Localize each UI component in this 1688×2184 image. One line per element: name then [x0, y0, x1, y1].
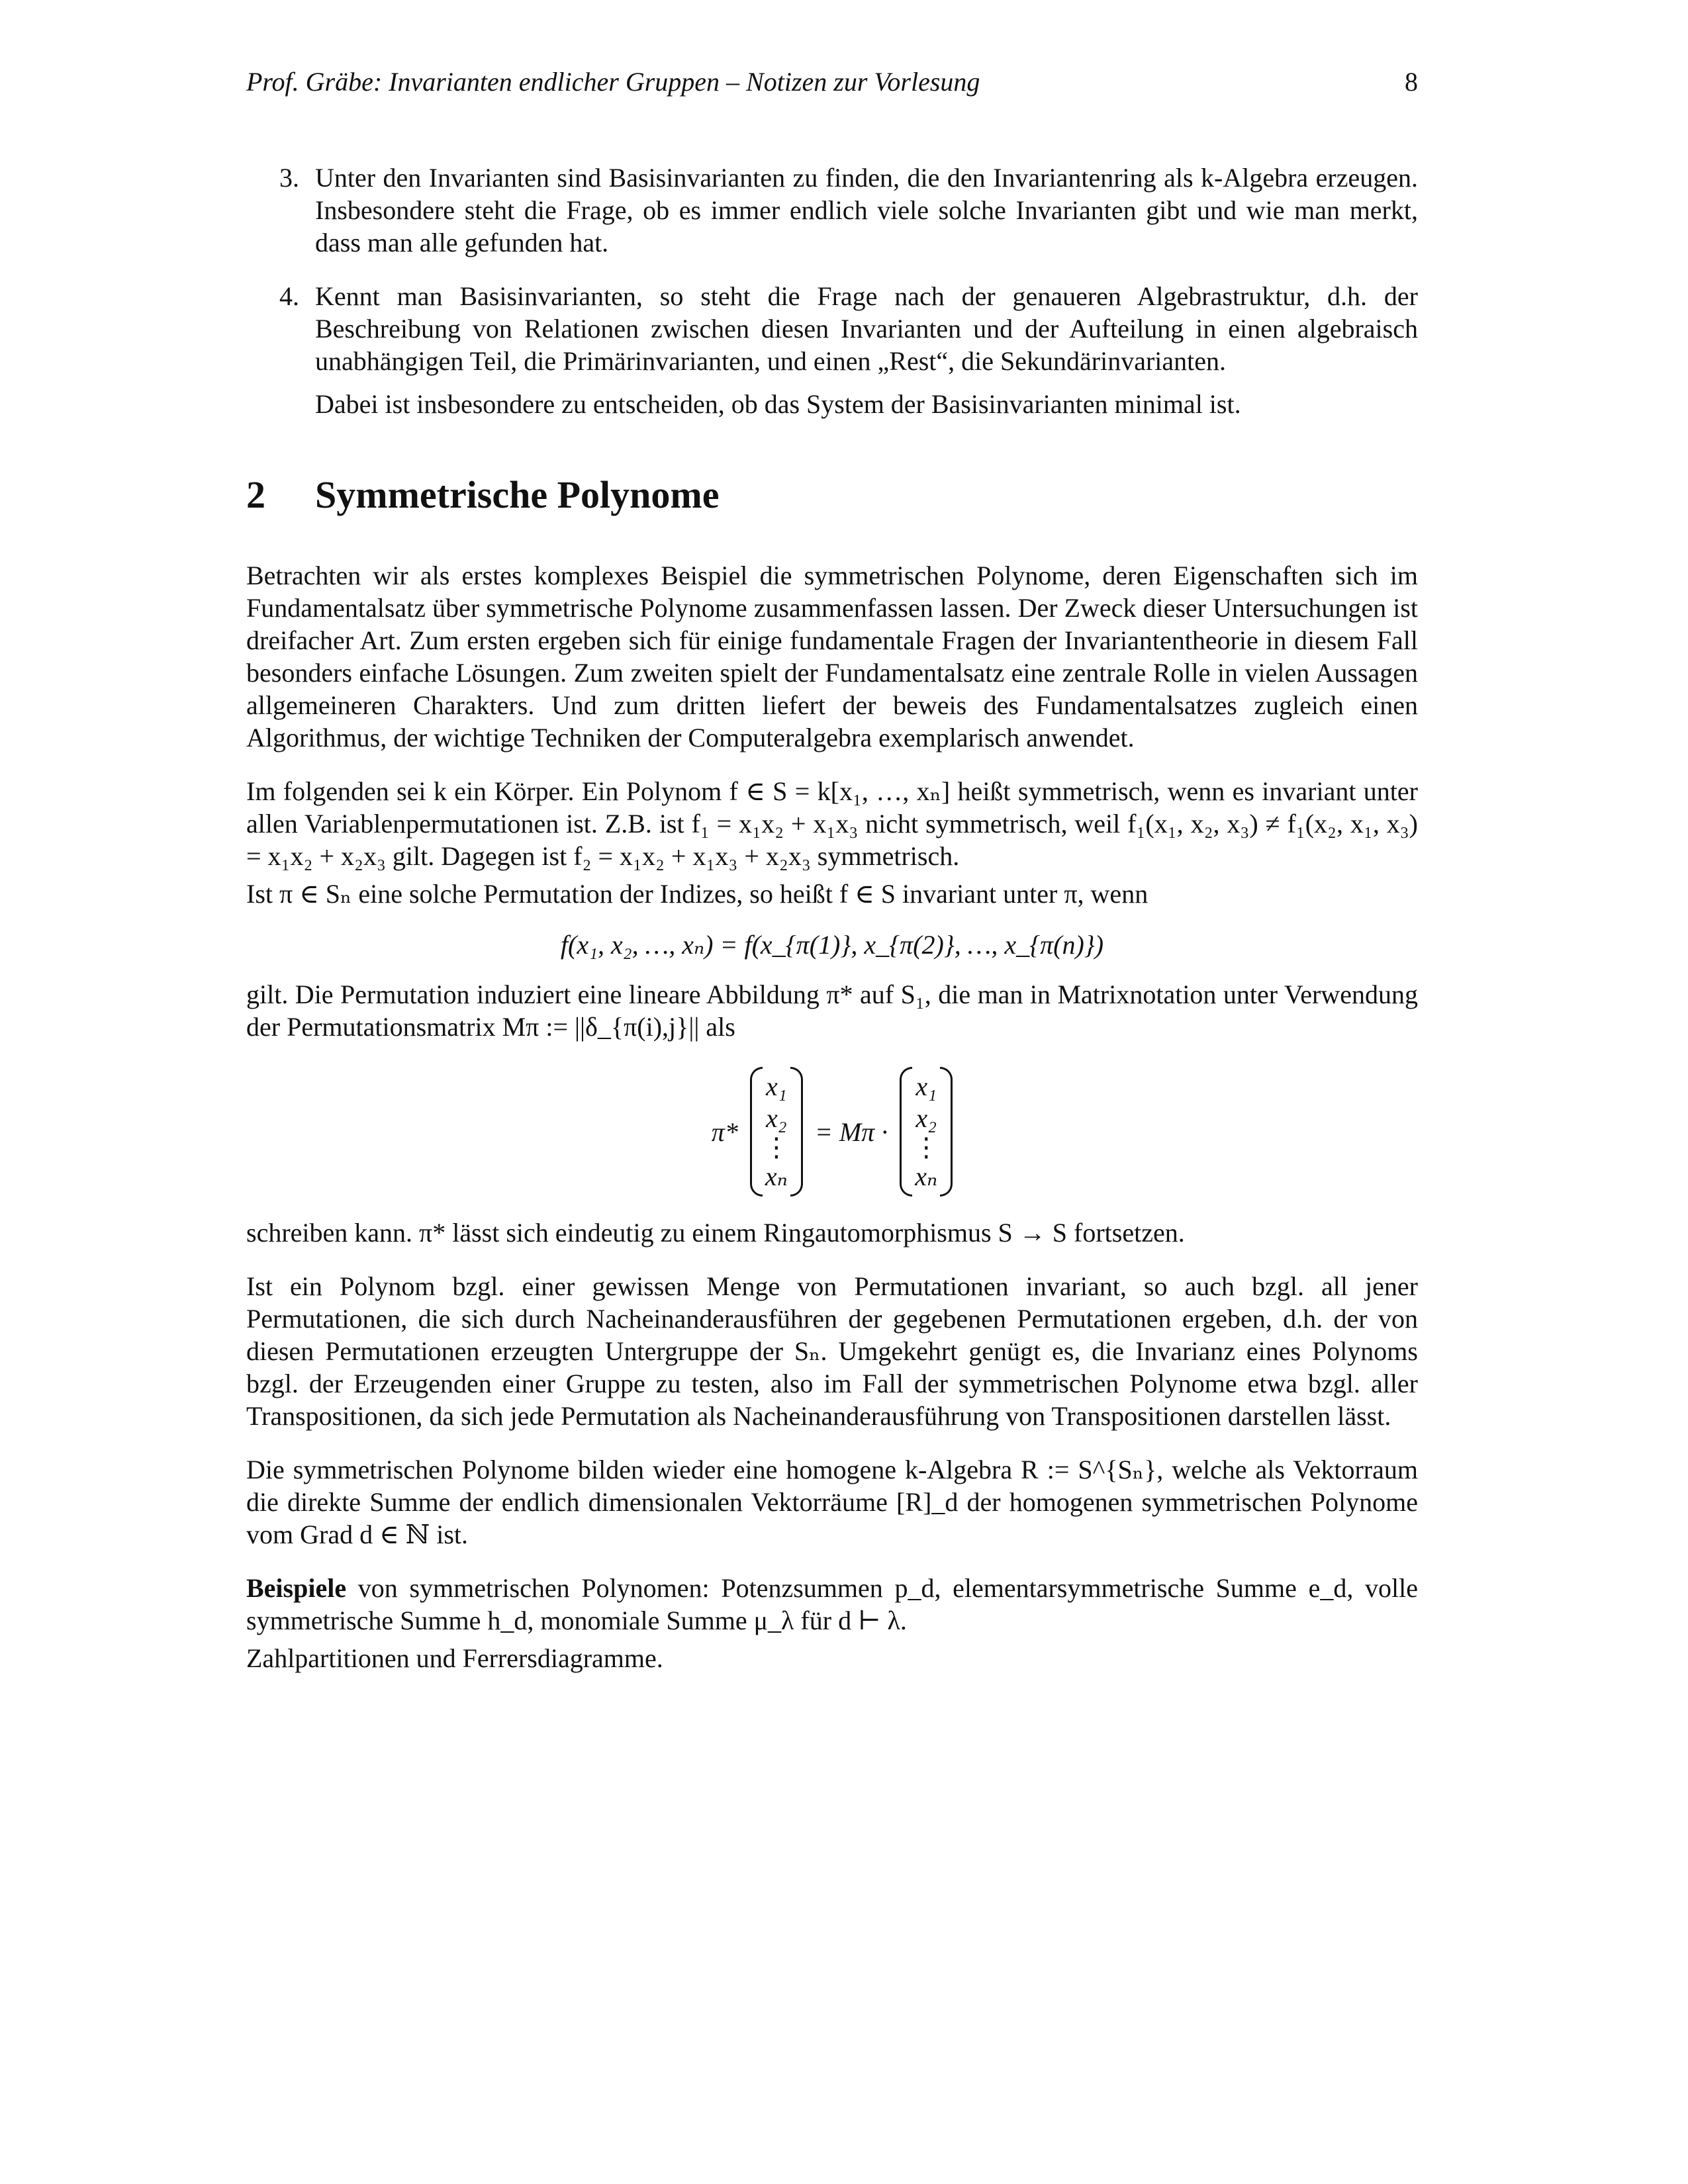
paragraph: Im folgenden sei k ein Körper. Ein Polynom f ∈ S = k[x₁, …, xₙ] heißt symmetrisch, wenn es invariant unter allen Variablenpermutationen ist. Z.B. ist f₁ = x₁x₂ + x₁x₃ nicht symmetrisch, weil f₁(x₁, x₂, x₃) ≠ f₁(x₂, x₁, x₃) = x₁x₂ + x₂x₃ gilt. Dagegen ist f₂ = x₁x₂ + x₁x₃ + x₂x₃ symmetrisch.	[246, 776, 1418, 871]
list-item-text: Kennt man Basisinvarianten, so steht die Frage nach der genaueren Algebrastruktur, d.h. der Beschreibung von Relationen zwischen diesen Invarianten und der Aufteilung in einen algebraisch unabhängigen Teil, die Primärinvarianten, und einen „Rest“, die Sekundärinvarianten.	[315, 281, 1418, 376]
list-item-text: Dabei ist insbesondere zu entscheiden, ob das System der Basisinvarianten minimal ist.	[315, 389, 1241, 419]
paragraph: Betrachten wir als erstes komplexes Beispiel die symmetrischen Polynome, deren Eigenschaften sich im Fundamentalsatz über symmetrische Polynome zusammenfassen lassen. Der Zweck dieser Untersuchungen ist dreifacher Art. Zum ersten ergeben sich für einige fundamentale Fragen der Invariantentheorie in diesem Fall besonders einfache Lösungen. Zum zweiten spielt der Fundamentalsatz eine zentrale Rolle in vielen Aussagen allgemeineren Charakters. Und zum dritten liefert der beweis des Fundamentalsatzes zugleich einen Algorithmus, der wichtige Techniken der Computeralgebra exemplarisch anwendet.	[246, 561, 1418, 752]
paragraph: Ist π ∈ Sₙ eine solche Permutation der Indizes, so heißt f ∈ S invariant unter π, wenn	[246, 879, 1149, 909]
vector-entry: x₁	[766, 1071, 787, 1101]
examples-paragraph	[246, 1572, 1418, 1637]
rhs-operator: = Mπ ·	[814, 1116, 888, 1147]
vector-entry: ⋮	[913, 1132, 940, 1162]
list-item-number: 3.	[279, 163, 299, 193]
lhs-operator: π*	[711, 1116, 738, 1147]
vector-entry: xₙ	[915, 1161, 938, 1191]
vector-left	[750, 1067, 803, 1197]
matrix-equation	[246, 1067, 1418, 1197]
display-equation: f(x₁, x₂, …, xₙ) = f(x_{π(1)}, x_{π(2)}, …, x_{π(n)})	[560, 930, 1104, 960]
vector-entry: xₙ	[765, 1161, 788, 1191]
examples-text: von symmetrischen Polynomen: Potenzsummen p_d, elementarsymmetrische Summe e_d, volle symmetrische Summe h_d, monomiale Summe μ_λ für d ⊢ λ.	[246, 1573, 1418, 1635]
vector-entry: ⋮	[763, 1132, 790, 1162]
list-item-number: 4.	[279, 281, 299, 311]
list-item-text: Unter den Invarianten sind Basisinvarianten zu finden, die den Invariantenring als k-Algebra erzeugen. Insbesondere steht die Frage, ob es immer endlich viele solche Invarianten gibt und wie man merkt, dass man alle gefunden hat.	[315, 163, 1418, 257]
examples-label: Beispiele	[246, 1573, 347, 1603]
section-heading	[246, 472, 1418, 518]
paragraph: gilt. Die Permutation induziert eine lineare Abbildung π* auf S₁, die man in Matrixnotation unter Verwendung der Permutationsmatrix Mπ := ||δ_{π(i),j}|| als	[246, 979, 1418, 1042]
page-number: 8	[1405, 67, 1418, 97]
paragraph: Zahlpartitionen und Ferrersdiagramme.	[246, 1643, 663, 1673]
paragraph: Die symmetrischen Polynome bilden wieder eine homogene k-Algebra R := S^{Sₙ}, welche als Vektorraum die direkte Summe der endlich dimensionalen Vektorräume [R]_d der homogenen symmetrischen Polynome vom Grad d ∈ ℕ ist.	[246, 1455, 1418, 1549]
list-item	[246, 161, 1418, 259]
main-content	[246, 161, 1418, 1696]
vector-entry: x₂	[766, 1103, 787, 1133]
vector-entry: x₁	[915, 1071, 937, 1101]
running-header	[246, 66, 1418, 106]
running-title: Prof. Gräbe: Invarianten endlicher Gruppen – Notizen zur Vorlesung	[246, 67, 980, 97]
paragraph: schreiben kann. π* lässt sich eindeutig zu einem Ringautomorphismus S → S fortsetzen.	[246, 1218, 1185, 1248]
vector-right	[900, 1067, 953, 1197]
vector-entry: x₂	[915, 1103, 937, 1133]
paragraph: Ist ein Polynom bzgl. einer gewissen Menge von Permutationen invariant, so auch bzgl. all jener Permutationen, die sich durch Nacheinanderausführen der gegebenen Permutationen ergeben, d.h. der von diesen Permutationen erzeugten Untergruppe der Sₙ. Umgekehrt genügt es, die Invarianz eines Polynoms bzgl. der Erzeugenden einer Gruppe zu testen, also im Fall der symmetrischen Polynome etwa bzgl. aller Transpositionen, da sich jede Permutation als Nacheinanderausführung von Transpositionen darstellen lässt.	[246, 1271, 1418, 1431]
enumerated-list	[246, 161, 1418, 420]
list-item	[246, 280, 1418, 420]
section-number: 2	[246, 473, 265, 516]
section-title: Symmetrische Polynome	[315, 473, 720, 516]
